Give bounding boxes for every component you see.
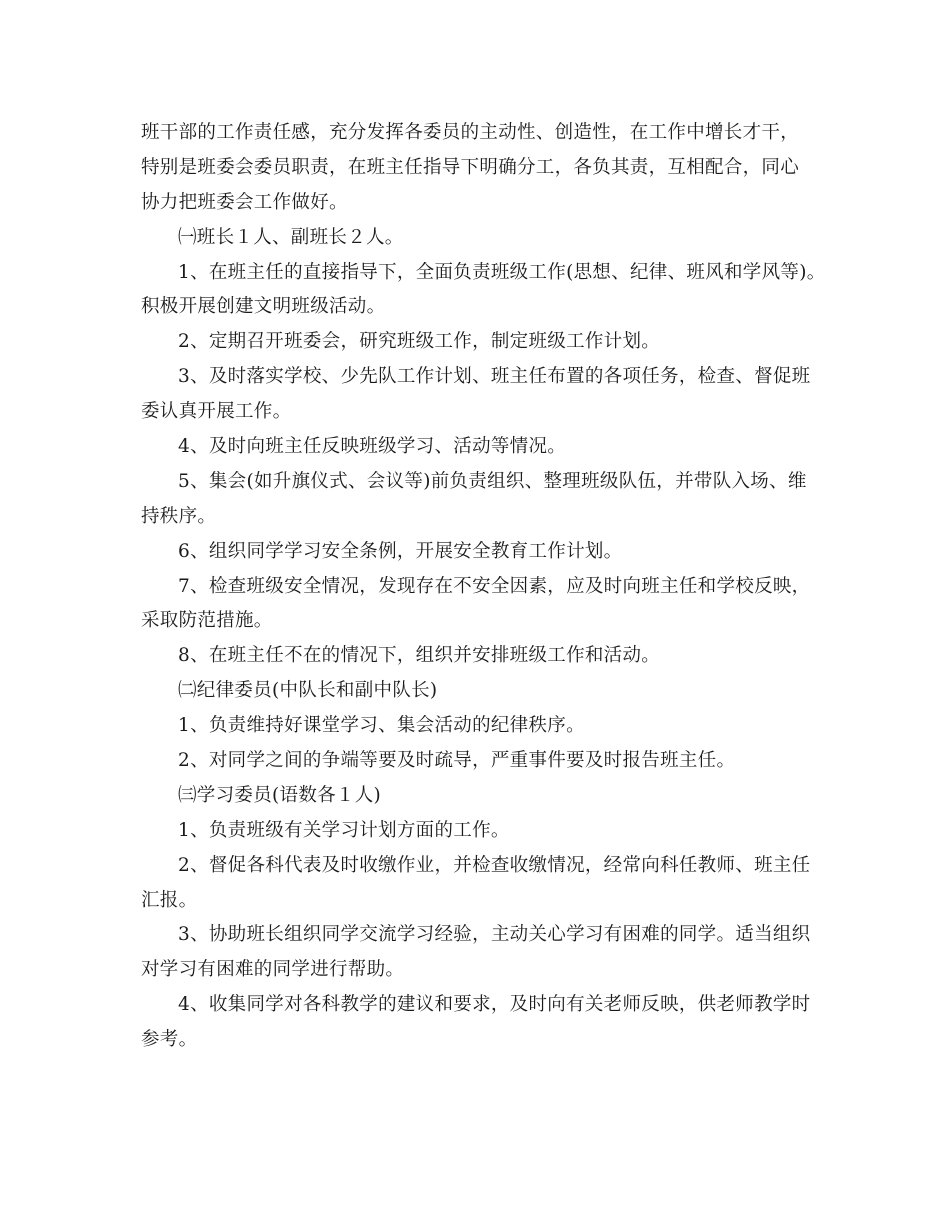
text-line: 协力把班委会工作做好。 (141, 191, 348, 213)
text-line: 汇报。 (141, 889, 198, 911)
text-line: 8、在班主任不在的情况下，组织并安排班级工作和活动。 (178, 645, 661, 667)
text-line: 1、在班主任的直接指导下，全面负责班级工作(思想、纪律、班风和学风等)。 (178, 261, 826, 283)
text-line: 2、督促各科代表及时收缴作业，并检查收缴情况，经常向科任教师、班主任 (178, 854, 811, 876)
text-line: 3、协助班长组织同学交流学习经验，主动关心学习有困难的同学。适当组织 (178, 924, 811, 946)
document-body (141, 116, 826, 1058)
text-line: 4、收集同学对各科教学的建议和要求，及时向有关老师反映，供老师教学时 (178, 994, 811, 1016)
section-heading-discipline: ㈡纪律委员(中队长和副中队长) (178, 680, 438, 702)
section-heading-monitor: ㈠班长１人、副班长２人。 (178, 226, 404, 248)
text-line: 3、及时落实学校、少先队工作计划、班主任布置的各项任务，检查、督促班 (178, 366, 811, 388)
text-line: 5、集会(如升旗仪式、会议等)前负责组织、整理班级队伍，并带队入场、维 (178, 470, 807, 492)
text-line: 2、对同学之间的争端等要及时疏导，严重事件要及时报告班主任。 (178, 750, 736, 772)
text-line: 积极开展创建文明班级活动。 (141, 296, 386, 318)
text-line: 4、及时向班主任反映班级学习、活动等情况。 (178, 436, 567, 458)
text-line: 7、检查班级安全情况，发现存在不安全因素，应及时向班主任和学校反映， (178, 575, 811, 597)
text-line: 特别是班委会委员职责，在班主任指导下明确分工，各负其责，互相配合，同心 (141, 156, 800, 178)
text-line: 采取防范措施。 (141, 610, 273, 632)
text-line: 1、负责维持好课堂学习、集会活动的纪律秩序。 (178, 715, 585, 737)
text-line: 对学习有困难的同学进行帮助。 (141, 959, 405, 981)
text-line: 2、定期召开班委会，研究班级工作，制定班级工作计划。 (178, 331, 661, 353)
text-line: 持秩序。 (141, 505, 217, 527)
text-line: 参考。 (141, 1029, 198, 1051)
text-line: 6、组织同学学习安全条例，开展安全教育工作计划。 (178, 540, 623, 562)
section-heading-study: ㈢学习委员(语数各１人) (178, 784, 382, 806)
text-line: 班干部的工作责任感，充分发挥各委员的主动性、创造性，在工作中增长才干， (141, 122, 800, 143)
text-line: 1、负责班级有关学习计划方面的工作。 (178, 819, 510, 841)
text-line: 委认真开展工作。 (141, 401, 292, 423)
